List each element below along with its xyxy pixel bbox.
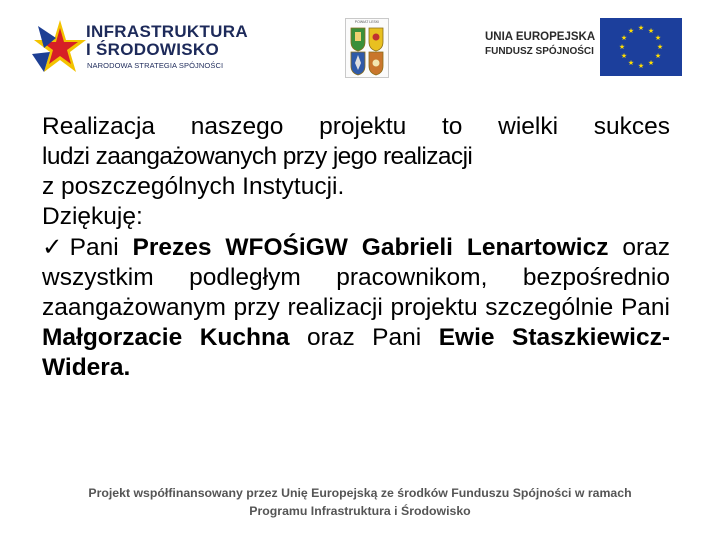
thanks-paragraph xyxy=(42,232,670,383)
coats-of-arms-icon xyxy=(346,25,388,77)
thanks-mid: oraz wszystkim podległym pracownikom, bezpośrednio zaangażowanym przy realizacji projektu szczególnie Pani xyxy=(42,234,670,321)
checkmark-icon: ✓ xyxy=(42,232,70,261)
svg-text:★: ★ xyxy=(647,59,655,67)
main-text xyxy=(42,112,670,383)
thanks-president: Prezes WFOŚiGW Gabrieli Lenartowicz xyxy=(132,234,609,261)
coats-of-arms-logo xyxy=(345,18,389,78)
thanks-name-2: Ewie Staszkiewicz-Widera. xyxy=(42,324,670,381)
svg-text:★: ★ xyxy=(637,24,645,32)
footer xyxy=(20,484,700,520)
svg-text:★: ★ xyxy=(620,34,628,42)
arms-caption: POWIAT LESKI xyxy=(354,20,380,24)
eu-flag-icon xyxy=(600,18,682,76)
svg-text:★: ★ xyxy=(627,27,635,35)
svg-text:★: ★ xyxy=(627,59,635,67)
eu-title: UNIA EUROPEJSKA xyxy=(485,31,596,43)
infrastructure-logo xyxy=(30,18,248,76)
infrastructure-title: INFRASTRUKTURA xyxy=(86,22,248,41)
svg-text:★: ★ xyxy=(654,52,662,60)
body-line-3: z poszczególnych Instytucji. xyxy=(42,173,345,200)
footer-line-1: Projekt współfinansowany przez Unię Europejską ze środków Funduszu Spójności w ramach xyxy=(88,486,632,500)
thanks-mid-2: oraz Pani xyxy=(307,324,422,351)
svg-text:★: ★ xyxy=(620,52,628,60)
environment-title: I ŚRODOWISKO xyxy=(86,40,219,59)
body-line-1: Realizacja naszego projektu to wielki sukces xyxy=(42,113,670,140)
svg-text:★: ★ xyxy=(647,27,655,35)
strategy-subtitle: NARODOWA STRATEGIA SPÓJNOŚCI xyxy=(87,61,224,70)
svg-text:★: ★ xyxy=(656,43,664,51)
svg-text:★: ★ xyxy=(654,34,662,42)
eu-logo xyxy=(480,18,682,76)
thanks-intro: Pani xyxy=(69,234,119,261)
svg-text:★: ★ xyxy=(637,62,645,70)
poland-star-emblem-icon xyxy=(30,18,88,76)
svg-text:★: ★ xyxy=(618,43,626,51)
thanks-name-1: Małgorzacie Kuchna xyxy=(42,324,290,351)
cohesion-fund-title: FUNDUSZ SPÓJNOŚCI xyxy=(485,46,594,57)
logo-bar xyxy=(0,0,720,100)
footer-line-2: Programu Infrastruktura i Środowisko xyxy=(249,504,471,518)
body-line-2: ludzi zaangażowanych przy jego realizacji xyxy=(42,143,473,170)
body-line-4: Dziękuję: xyxy=(42,203,143,230)
